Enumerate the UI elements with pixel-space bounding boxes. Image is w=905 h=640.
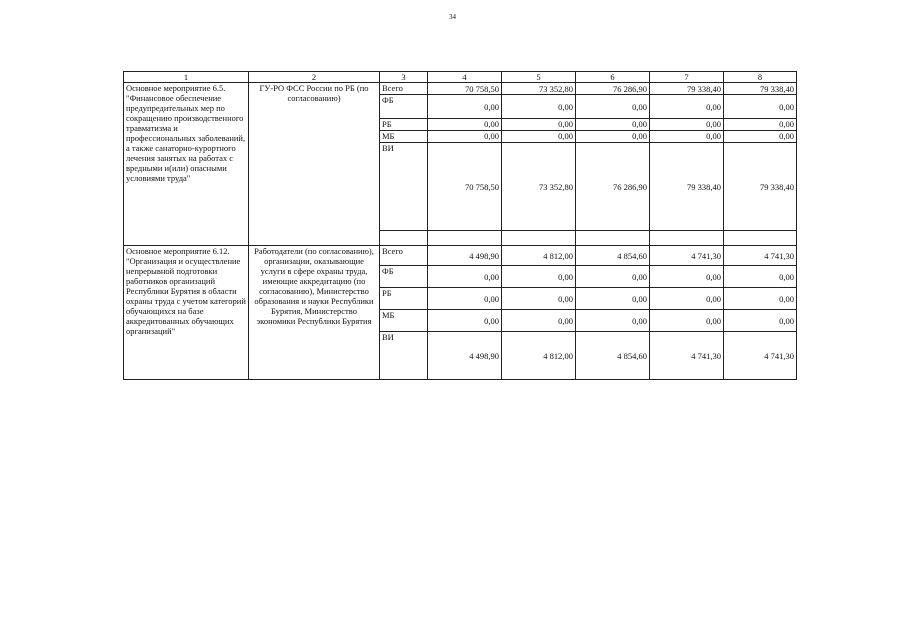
funding-value: 4 812,00 (502, 246, 576, 266)
funding-value: 0,00 (502, 95, 576, 119)
funding-value: 0,00 (724, 288, 797, 310)
column-header: 2 (249, 72, 380, 83)
measure-description: Основное мероприятие 6.12. "Организация и осуществление непрерывной подготовки работников организаций Республики Бурятия в области охраны труда с учетом категорий обучающихся на базе аккредитованных обучающих организаций" (124, 246, 249, 380)
funding-value: 73 352,80 (502, 143, 576, 231)
funding-value: 70 758,50 (428, 83, 502, 95)
funding-source: РБ (380, 119, 428, 131)
funding-value: 73 352,80 (502, 83, 576, 95)
column-header: 4 (428, 72, 502, 83)
funding-source: Всего (380, 246, 428, 266)
column-header: 1 (124, 72, 249, 83)
funding-value: 76 286,90 (576, 83, 650, 95)
funding-value: 0,00 (428, 95, 502, 119)
funding-value: 0,00 (428, 288, 502, 310)
funding-value: 0,00 (502, 288, 576, 310)
funding-value: 0,00 (576, 119, 650, 131)
funding-value: 4 812,00 (502, 332, 576, 380)
funding-source: РБ (380, 288, 428, 310)
funding-value: 4 741,30 (724, 246, 797, 266)
funding-value: 0,00 (650, 288, 724, 310)
funding-value: 0,00 (576, 288, 650, 310)
funding-value: 0,00 (724, 266, 797, 288)
table-row (124, 246, 797, 266)
column-header: 7 (650, 72, 724, 83)
funding-value: 76 286,90 (576, 143, 650, 231)
table-row (124, 83, 797, 95)
funding-value: 0,00 (724, 310, 797, 332)
funding-value: 0,00 (576, 95, 650, 119)
funding-value: 0,00 (650, 131, 724, 143)
funding-value: 70 758,50 (428, 143, 502, 231)
funding-value: 0,00 (650, 95, 724, 119)
funding-value: 79 338,40 (724, 143, 797, 231)
funding-source: ФБ (380, 266, 428, 288)
funding-value: 0,00 (428, 266, 502, 288)
funding-value: 79 338,40 (650, 143, 724, 231)
funding-value: 0,00 (502, 131, 576, 143)
funding-source: МБ (380, 131, 428, 143)
funding-value: 4 498,90 (428, 246, 502, 266)
page-number: 34 (449, 13, 456, 21)
funding-value: 79 338,40 (724, 83, 797, 95)
funding-value: 0,00 (428, 119, 502, 131)
funding-value: 0,00 (502, 266, 576, 288)
column-header: 8 (724, 72, 797, 83)
funding-source: МБ (380, 310, 428, 332)
funding-value: 0,00 (650, 310, 724, 332)
funding-value: 0,00 (650, 119, 724, 131)
funding-value: 0,00 (650, 266, 724, 288)
funding-value: 0,00 (428, 131, 502, 143)
funding-value: 0,00 (428, 310, 502, 332)
funding-value: 4 854,60 (576, 332, 650, 380)
funding-value: 0,00 (576, 131, 650, 143)
funding-source: ВИ (380, 143, 428, 231)
funding-source: ВИ (380, 332, 428, 380)
column-header: 6 (576, 72, 650, 83)
funding-value: 0,00 (502, 310, 576, 332)
column-header: 3 (380, 72, 428, 83)
funding-source: Всего (380, 83, 428, 95)
funding-value: 4 498,90 (428, 332, 502, 380)
funding-value: 0,00 (502, 119, 576, 131)
funding-value: 79 338,40 (650, 83, 724, 95)
measure-executor: ГУ-РО ФСС России по РБ (по согласованию) (249, 83, 380, 246)
funding-value: 4 741,30 (650, 332, 724, 380)
funding-value: 0,00 (724, 95, 797, 119)
funding-value: 0,00 (724, 131, 797, 143)
measure-executor: Работодатели (по согласованию), организации, оказывающие услуги в сфере охраны труда, имеющие аккредитацию (по согласованию), Министерство образования и науки Республики Бурятия, Министерство экономики Республики Бурятия (249, 246, 380, 380)
funding-value: 0,00 (576, 310, 650, 332)
column-header: 5 (502, 72, 576, 83)
funding-value: 0,00 (576, 266, 650, 288)
funding-value: 4 854,60 (576, 246, 650, 266)
measure-description: Основное мероприятие 6.5. "Финансовое обеспечение предупредительных мер по сокращению производственного травматизма и профессиональных заболеваний, а также санаторно-курортного лечения занятых на работах с вредными и(или) опасными условиями труда" (124, 83, 249, 246)
funding-value: 4 741,30 (650, 246, 724, 266)
funding-source: ФБ (380, 95, 428, 119)
funding-value: 0,00 (724, 119, 797, 131)
funding-value: 4 741,30 (724, 332, 797, 380)
funding-table (123, 71, 797, 380)
table-header-row (124, 72, 797, 83)
